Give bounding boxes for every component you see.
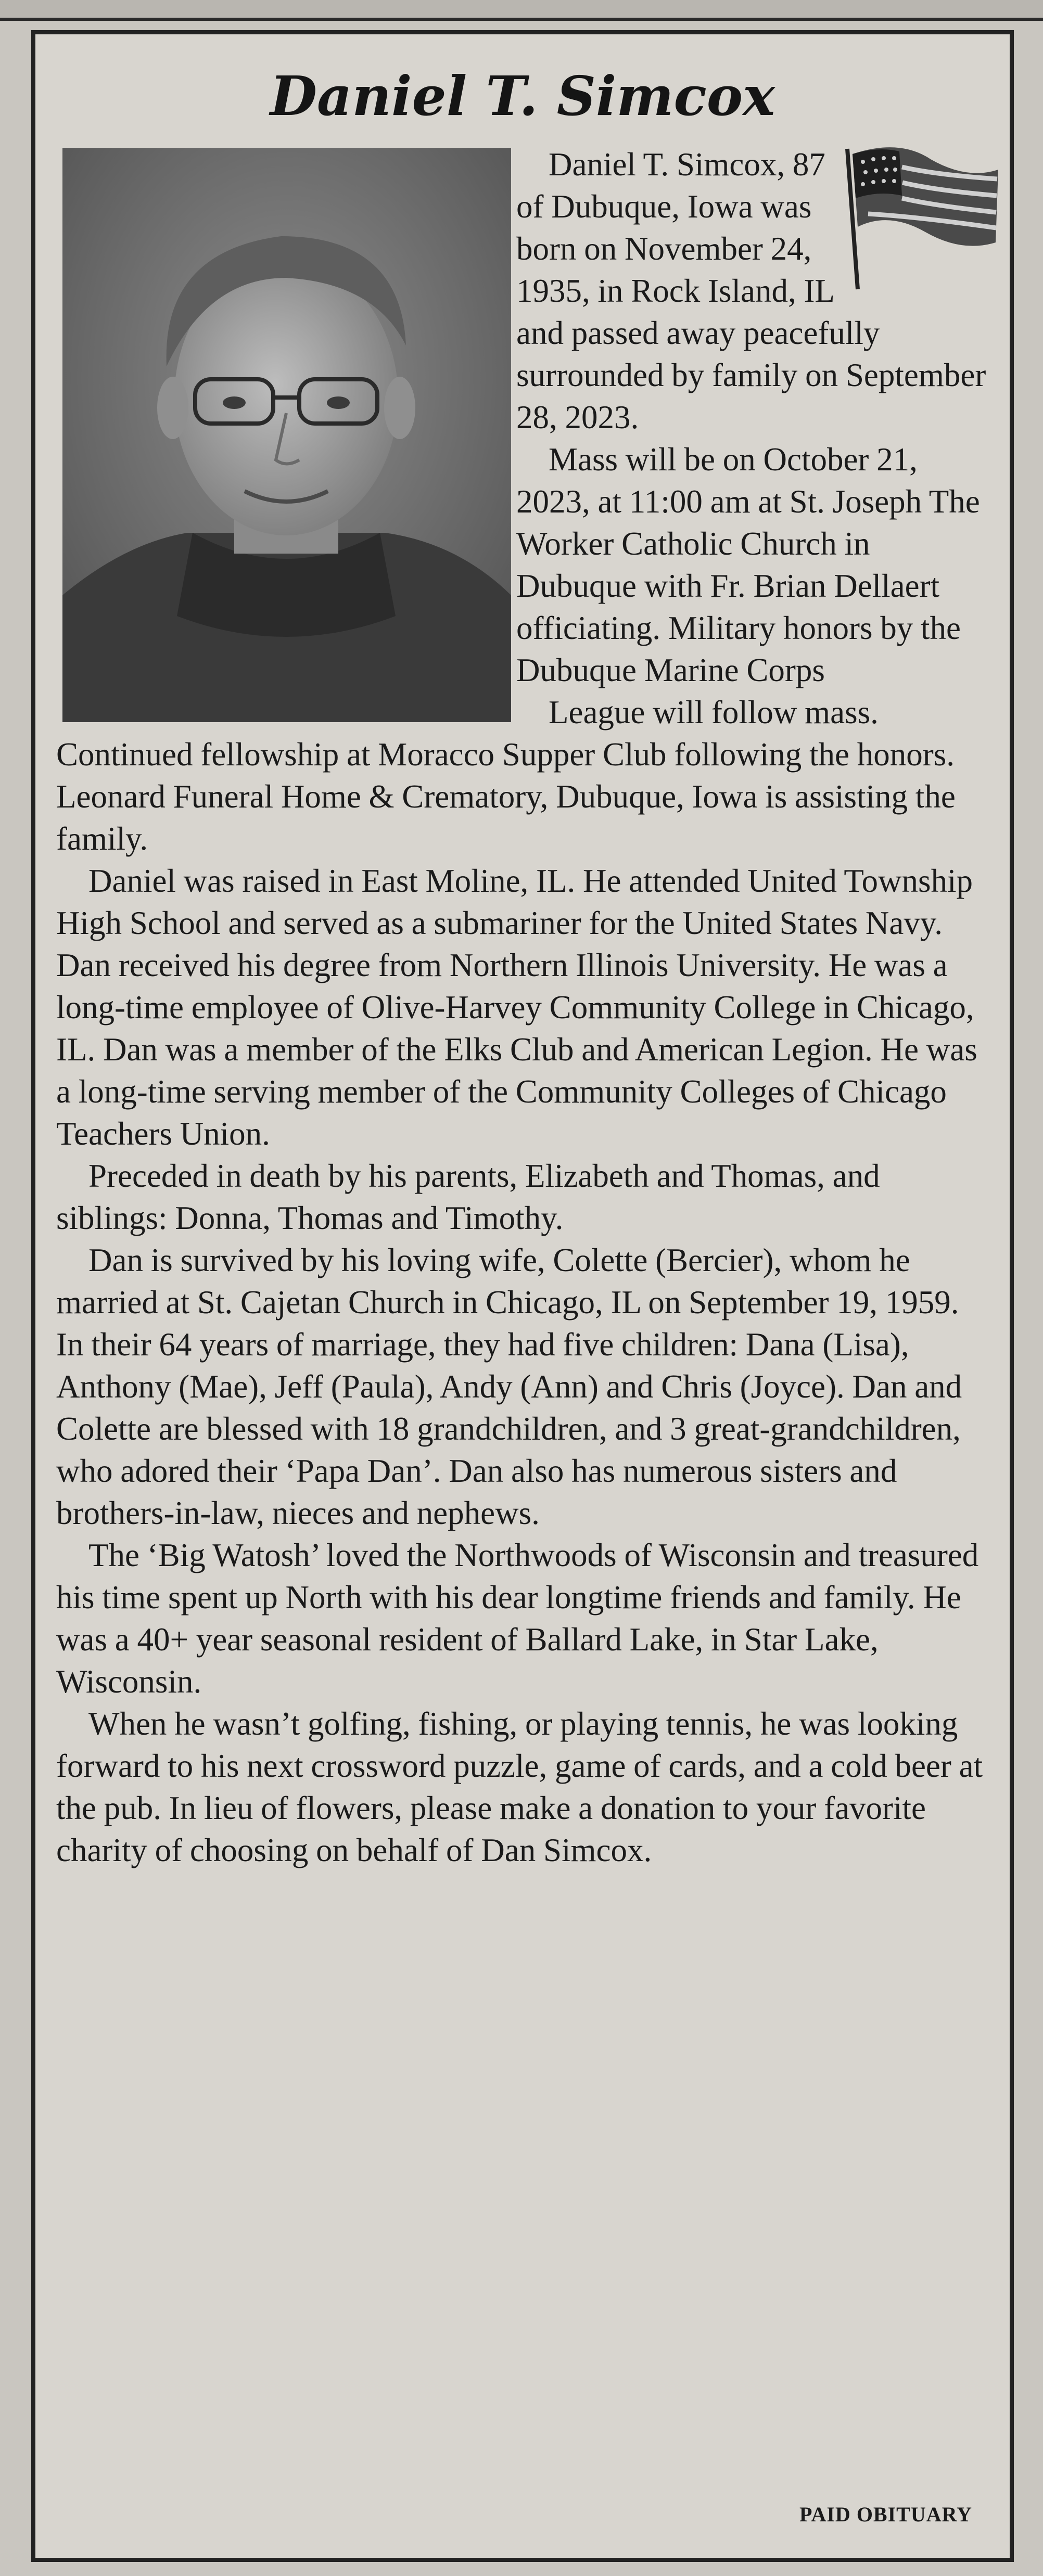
obituary-name-heading: Daniel T. Simcox — [270, 64, 775, 128]
paragraph-preceded: Preceded in death by his parents, Elizabeth and Thomas, and siblings: Donna, Thomas and Timothy. — [56, 1158, 880, 1236]
obituary-clipping — [31, 30, 1014, 2562]
paragraph-life: Daniel was raised in East Moline, IL. He attended United Township High School and served as a submariner for the United States Navy. Dan received his degree from Northern Illinois University. He was a long-time employee of Olive-Harvey Community College in Chicago, IL. Dan was a member of the Elks Club and American Legion. He was a long-time serving member of the Community Colleges of Chicago Teachers Union. — [56, 863, 977, 1152]
paragraph-league: League will follow mass. Continued fellowship at Moracco Supper Club following the honors. Leonard Funeral Home & Crematory, Dubuque, Iowa is assisting the family. — [56, 694, 956, 857]
obituary-body — [56, 144, 993, 1872]
paid-obituary-label: PAID OBITUARY — [799, 2503, 972, 2526]
paragraph-survived: Dan is survived by his loving wife, Colette (Bercier), whom he married at St. Cajetan Church in Chicago, IL on September 19, 1959. In their 64 years of marriage, they had five children: Dana (Lisa), Anthony (Mae), Jeff (Paula), Andy (Ann) and Chris (Joyce). Dan and Colette are blessed with 18 grandchildren, and 3 great-grandchildren, who adored their ‘Papa Dan’. Dan also has numerous sisters and brothers-in-law, nieces and nephews. — [56, 1242, 962, 1531]
previous-clipping-edge — [0, 0, 1043, 21]
paragraph-northwoods: The ‘Big Watosh’ loved the Northwoods of Wisconsin and treasured his time spent up North with his dear longtime friends and family. He was a 40+ year seasonal resident of Ballard Lake, in Star Lake, Wisconsin. — [56, 1537, 979, 1700]
flag-float-spacer — [837, 144, 993, 294]
photo-float-spacer — [56, 144, 516, 721]
paragraph-hobbies: When he wasn’t golfing, fishing, or playing tennis, he was looking forward to his next crossword puzzle, game of cards, and a cold beer at the pub. In lieu of flowers, please make a donation to your favorite charity of choosing on behalf of Dan Simcox. — [56, 1706, 983, 1868]
paragraph-intro: Daniel T. Simcox, 87 of Dubuque, Iowa was born on November 24, 1935, in Rock Island, IL and passed away peacefully surrounded by family on September 28, 2023. — [516, 146, 986, 435]
paragraph-mass: Mass will be on October 21, 2023, at 11:00 am at St. Joseph The Worker Catholic Church in Dubuque with Fr. Brian Dellaert officiating. Military honors by the Dubuque Marine Corps — [516, 441, 980, 688]
